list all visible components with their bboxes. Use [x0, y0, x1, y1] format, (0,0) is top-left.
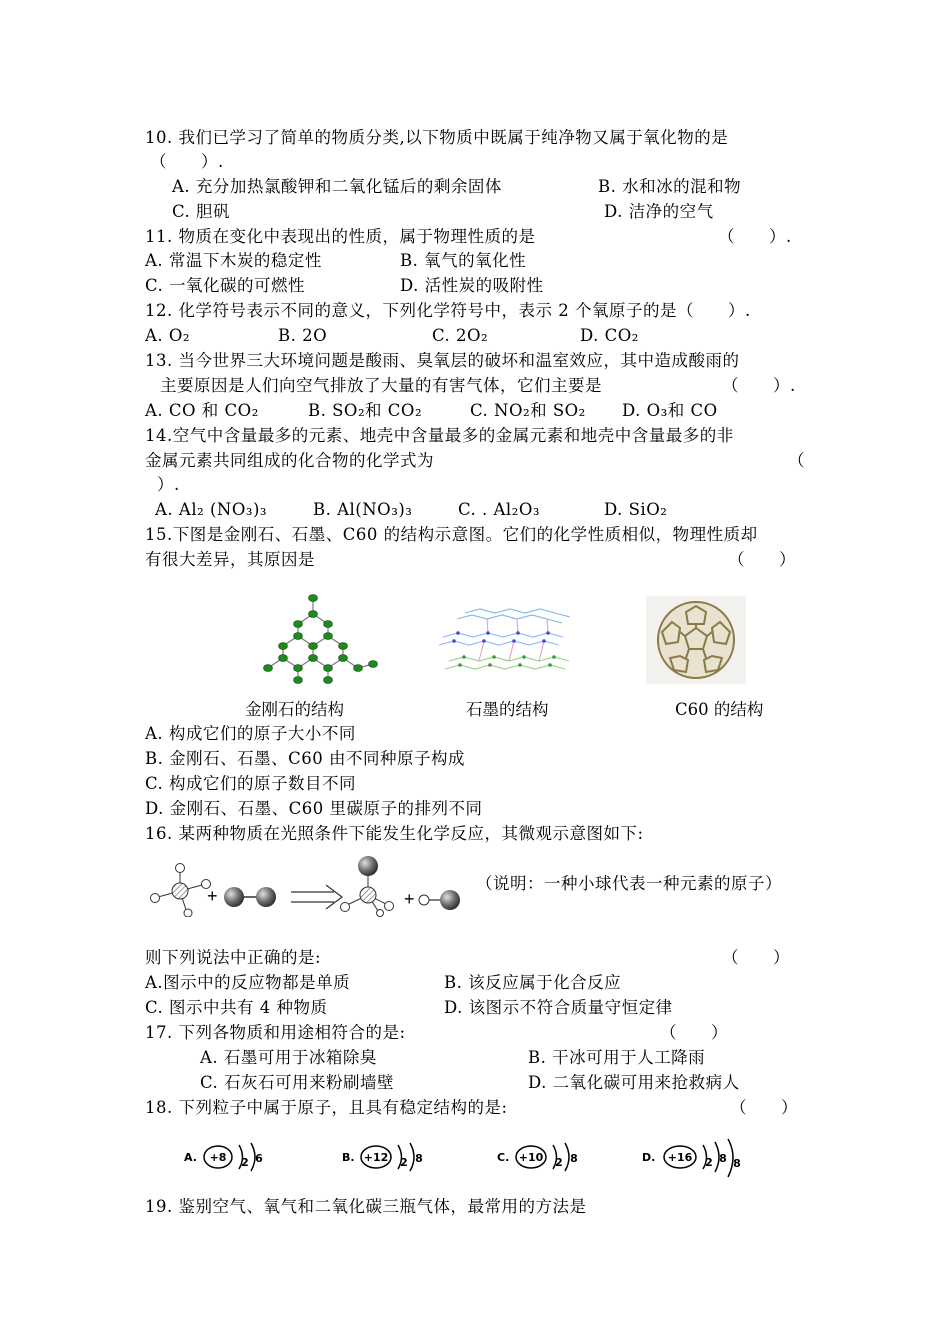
chloromethane-molecule: [341, 856, 394, 917]
q11-answer-paren: （ ）.: [718, 227, 792, 246]
nucleus-charge: +10: [518, 1151, 544, 1164]
q14-stem-line1: 14.空气中含量最多的元素、地壳中含量最多的金属元素和地壳中含量最多的非: [145, 426, 734, 445]
c60-structure-diagram: [646, 596, 746, 684]
caption-graphite: 石墨的结构: [466, 700, 549, 719]
q11-option-b: B. 氧气的氧化性: [400, 251, 527, 270]
shell-electrons: 8: [733, 1157, 741, 1170]
q16-answer-paren: （ ）: [722, 948, 790, 967]
chlorine-molecule: [224, 887, 276, 907]
shell-electrons: 6: [255, 1152, 263, 1165]
methane-molecule: [151, 864, 211, 918]
q13-option-a: A. CO 和 CO₂: [145, 401, 259, 420]
q11-stem: 11. 物质在变化中表现出的性质，属于物理性质的是: [145, 227, 536, 246]
q16-option-d: D. 该图示不符合质量守恒定律: [444, 998, 673, 1017]
q17-option-c: C. 石灰石可用来粉刷墙壁: [200, 1073, 395, 1092]
q11-option-d: D. 活性炭的吸附性: [400, 276, 544, 295]
q10-option-c: C. 胆矾: [172, 202, 231, 221]
q16-note: （说明：一种小球代表一种元素的原子）: [476, 874, 782, 893]
q18-answer-paren: （ ）: [730, 1098, 798, 1117]
q14-answer-paren-close: ）.: [157, 475, 180, 494]
q14-stem-line2: 金属元素共同组成的化合物的化学式为: [145, 451, 434, 470]
q10-option-a: A. 充分加热氯酸钾和二氧化锰后的剩余固体: [172, 177, 502, 196]
q12-option-d: D. CO₂: [580, 326, 639, 345]
q17-option-a: A. 石墨可用于冰箱除臭: [200, 1048, 377, 1067]
q10-option-b: B. 水和冰的混和物: [598, 177, 742, 196]
q18-stem: 18. 下列粒子中属于原子，且具有稳定结构的是:: [145, 1098, 508, 1117]
q14-option-a: A. Al₂ (NO₃)₃: [155, 500, 268, 519]
q14-option-b: B. Al(NO₃)₃: [313, 500, 413, 519]
q15-option-c: C. 构成它们的原子数目不同: [145, 774, 357, 793]
shell-electrons: 2: [705, 1156, 713, 1169]
diamond-structure-diagram: [258, 592, 383, 687]
q14-answer-paren-open: （: [788, 451, 805, 470]
q12-option-b: B. 2O: [278, 326, 328, 345]
shell-electrons: 8: [719, 1152, 727, 1165]
q15-option-a: A. 构成它们的原子大小不同: [145, 724, 356, 743]
q17-stem: 17. 下列各物质和用途相符合的是:: [145, 1023, 406, 1042]
atom-diagram-a: [182, 1138, 282, 1178]
shell-electrons: 8: [570, 1152, 578, 1165]
atom-diagram-b: [340, 1138, 440, 1178]
nucleus-charge: +12: [363, 1151, 389, 1164]
q14-option-d: D. SiO₂: [604, 500, 668, 519]
q16-stem: 16. 某两种物质在光照条件下能发生化学反应，其微观示意图如下:: [145, 824, 644, 843]
q16-ask: 则下列说法中正确的是:: [145, 948, 322, 967]
q13-option-b: B. SO₂和 CO₂: [308, 401, 423, 420]
option-letter: A.: [184, 1151, 197, 1164]
q11-option-a: A. 常温下木炭的稳定性: [145, 251, 322, 270]
q10-stem: 10. 我们已学习了简单的物质分类,以下物质中既属于纯净物又属于氧化物的是: [145, 128, 729, 147]
q17-option-b: B. 干冰可用于人工降雨: [528, 1048, 706, 1067]
nucleus-charge: +16: [667, 1151, 693, 1164]
plus-sign-2: +: [404, 889, 415, 909]
shell-electrons: 2: [555, 1156, 563, 1169]
q15-answer-paren: （ ）: [728, 550, 796, 569]
q16-option-a: A.图示中的反应物都是单质: [145, 973, 351, 992]
arrow-icon: [291, 885, 342, 909]
q15-stem-line2: 有很大差异，其原因是: [145, 550, 315, 569]
q10-option-d: D. 洁净的空气: [604, 202, 714, 221]
q13-stem-line2: 主要原因是人们向空气排放了大量的有害气体，它们主要是: [160, 376, 602, 395]
q13-option-d: D. O₃和 CO: [622, 401, 718, 420]
q10-answer-paren: （ ）.: [150, 152, 224, 171]
q15-option-b: B. 金刚石、石墨、C60 由不同种原子构成: [145, 749, 465, 768]
atom-diagram-c: [495, 1138, 595, 1178]
q15-option-d: D. 金刚石、石墨、C60 里碳原子的排列不同: [145, 799, 483, 818]
reaction-diagram: [148, 855, 468, 917]
nucleus-charge: +8: [209, 1151, 227, 1164]
q12-option-c: C. 2O₂: [432, 326, 489, 345]
caption-c60: C60 的结构: [675, 700, 764, 719]
shell-electrons: 8: [415, 1152, 423, 1165]
option-letter: C.: [497, 1151, 510, 1164]
q13-stem-line1: 13. 当今世界三大环境问题是酸雨、臭氧层的破坏和温室效应，其中造成酸雨的: [145, 351, 740, 370]
q14-option-c: C. . Al₂O₃: [458, 500, 540, 519]
q17-option-d: D. 二氧化碳可用来抢救病人: [528, 1073, 740, 1092]
shell-electrons: 2: [400, 1156, 408, 1169]
q12-stem: 12. 化学符号表示不同的意义，下列化学符号中，表示 2 个氧原子的是（ ）.: [145, 301, 751, 320]
caption-diamond: 金刚石的结构: [245, 700, 344, 719]
graphite-structure-diagram: [435, 605, 575, 677]
q16-option-c: C. 图示中共有 4 种物质: [145, 998, 328, 1017]
q17-answer-paren: （ ）: [660, 1023, 728, 1042]
atom-diagram-d: [640, 1135, 760, 1181]
q19-stem: 19. 鉴别空气、氧气和二氧化碳三瓶气体，最常用的方法是: [145, 1197, 587, 1216]
q16-option-b: B. 该反应属于化合反应: [444, 973, 622, 992]
q13-option-c: C. NO₂和 SO₂: [470, 401, 586, 420]
q11-option-c: C. 一氧化碳的可燃性: [145, 276, 306, 295]
option-letter: B.: [342, 1151, 355, 1164]
hydrogen-chloride-molecule: [419, 890, 460, 910]
plus-sign-1: +: [207, 886, 218, 906]
q15-stem-line1: 15.下图是金刚石、石墨、C60 的结构示意图。它们的化学性质相似，物理性质却: [145, 525, 758, 544]
q12-option-a: A. O₂: [145, 326, 191, 345]
option-letter: D.: [642, 1151, 656, 1164]
q13-answer-paren: （ ）.: [722, 376, 796, 395]
shell-electrons: 2: [241, 1156, 249, 1169]
